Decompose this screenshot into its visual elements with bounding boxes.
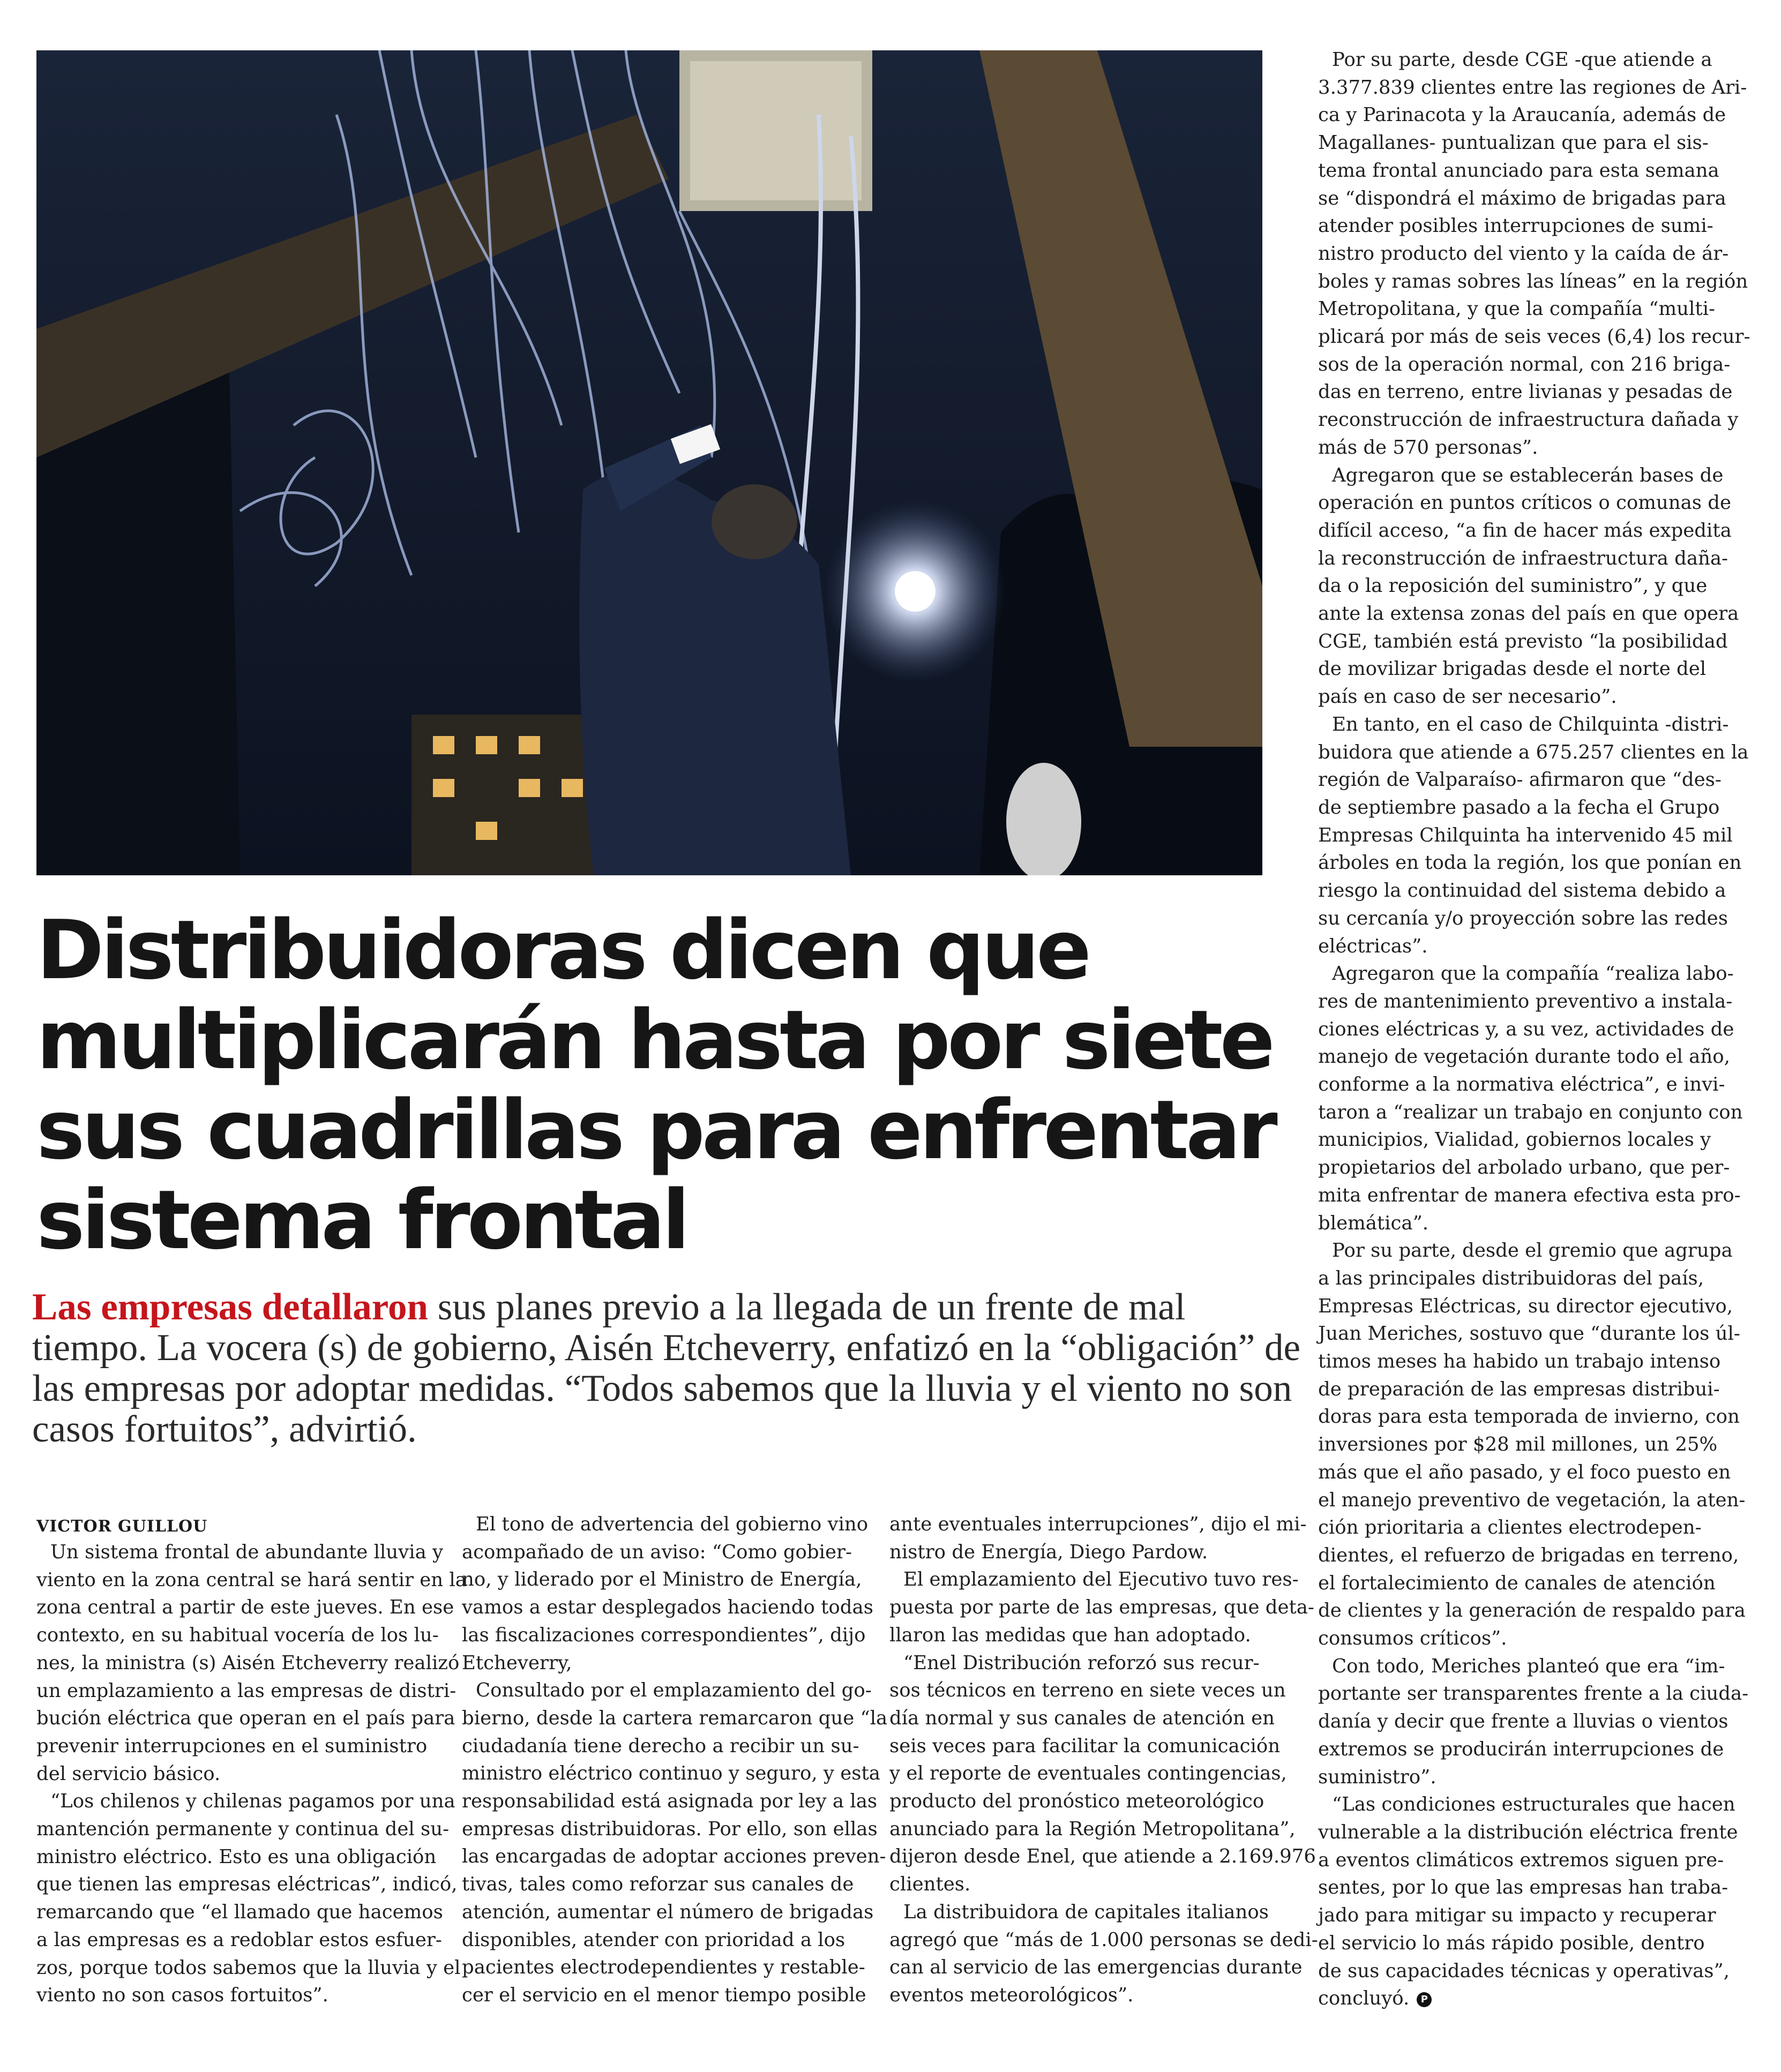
body-text-line: contexto, en su habitual vocería de los lu- — [36, 1624, 439, 1647]
body-text-line: mita enfrentar de manera efectiva esta pro- — [1318, 1184, 1741, 1206]
body-text-line: difícil acceso, “a fin de hacer más expedita — [1318, 519, 1732, 542]
dek-first-rest: sus planes previo a la llegada de un frente de mal — [428, 1286, 1186, 1328]
body-text-line: da o la reposición del suministro”, y que — [1318, 575, 1708, 597]
body-text-line: suministro”. — [1318, 1766, 1436, 1788]
body-text-line: a las empresas es a redoblar estos esfuer- — [36, 1928, 442, 1951]
body-text-line: conforme a la normativa eléctrica”, e invi- — [1318, 1073, 1725, 1096]
body-text-line: municipios, Vialidad, gobiernos locales y — [1318, 1129, 1711, 1151]
body-text-line: seis veces para facilitar la comunicación — [889, 1735, 1281, 1757]
body-text-line: vulnerable a la distribución eléctrica frente — [1318, 1821, 1738, 1843]
body-text-line: zona central a partir de este jueves. En ese — [36, 1596, 454, 1619]
body-text-line: a eventos climáticos extremos siguen pre- — [1318, 1849, 1724, 1871]
body-text-line: ciones eléctricas y, a su vez, actividades de — [1318, 1018, 1734, 1040]
body-text-line: el servicio lo más rápido posible, dentro — [1318, 1932, 1705, 1954]
dek-lead: Las empresas detallaron — [32, 1286, 428, 1328]
body-text-line: viento en la zona central se hará sentir en la — [36, 1568, 467, 1591]
body-text-line: Agregaron que la compañía “realiza labo- — [1332, 963, 1734, 985]
body-text-line: jado para mitigar su impacto y recuperar — [1318, 1904, 1716, 1927]
body-text-line: anunciado para la Región Metropolitana”, — [889, 1818, 1296, 1840]
article-column-1 — [36, 1538, 467, 2009]
body-text-line: Un sistema frontal de abundante lluvia y — [50, 1541, 444, 1563]
body-text-line: cer el servicio en el menor tiempo posible — [462, 1984, 866, 2006]
body-text-line: y el reporte de eventuales contingencias, — [889, 1762, 1287, 1785]
headline-line: sus cuadrillas para enfrentar — [36, 1083, 1275, 1177]
body-text-line: Por su parte, desde CGE -que atiende a — [1332, 49, 1712, 71]
body-text-line: disponibles, atender con prioridad a los — [462, 1928, 845, 1951]
body-text-line: “Enel Distribución reforzó sus recur- — [903, 1651, 1260, 1674]
body-text-line: portante ser transparentes frente a la ciuda- — [1318, 1683, 1749, 1705]
dek-line: tiempo. La vocera (s) de gobierno, Aisén Etcheverry, enfatizó en la “obligación” de — [32, 1327, 1300, 1369]
body-text-line: ministro eléctrico continuo y seguro, y esta — [462, 1762, 880, 1785]
body-text-line: llaron las medidas que han adoptado. — [889, 1624, 1251, 1646]
body-text-line: boles y ramas sobres las líneas” en la región — [1318, 270, 1748, 292]
body-text-line: vamos a estar desplegados haciendo todas — [462, 1596, 873, 1619]
article-column-3 — [889, 1511, 1318, 2009]
body-text-line: Metropolitana, y que la compañía “multi- — [1318, 298, 1715, 320]
body-text-line: árboles en toda la región, los que ponían en — [1318, 852, 1742, 874]
body-text-line: 3.377.839 clientes entre las regiones de Ari- — [1318, 76, 1747, 99]
article-column-2 — [462, 1511, 887, 2009]
body-text-line: Empresas Chilquinta ha intervenido 45 mil — [1318, 824, 1733, 846]
body-text-line: propietarios del arbolado urbano, que per- — [1318, 1157, 1730, 1179]
body-text-line: Con todo, Meriches planteó que era “im- — [1332, 1655, 1725, 1677]
body-text-line: se “dispondrá el máximo de brigadas para — [1318, 187, 1726, 209]
body-text-line: la reconstrucción de infraestructura daña- — [1318, 547, 1728, 569]
body-text-line: de movilizar brigadas desde el norte del — [1318, 658, 1707, 680]
body-text-line: En tanto, en el caso de Chilquinta -distri- — [1332, 713, 1729, 735]
body-text-line: más que el año pasado, y el foco puesto en — [1318, 1461, 1731, 1483]
body-text-line: no, y liderado por el Ministro de Energía, — [462, 1568, 862, 1591]
byline: VICTOR GUILLOU — [36, 1517, 208, 1536]
body-text-line: tivas, tales como reforzar sus canales de — [462, 1873, 854, 1896]
body-text-line: Etcheverry, — [462, 1651, 572, 1674]
body-text-line: eventos meteorológicos”. — [889, 1984, 1134, 2006]
body-text-line: ca y Parinacota y la Araucanía, además de — [1318, 104, 1726, 126]
body-text-line: zos, porque todos sabemos que la lluvia y el — [36, 1956, 461, 1979]
body-text-line: ción prioritaria a clientes electrodepen- — [1318, 1517, 1702, 1539]
body-text-line: res de mantenimiento preventivo a instala- — [1318, 990, 1733, 1012]
body-text-line: ante la extensa zonas del país en que opera — [1318, 603, 1739, 625]
body-text-line: “Las condiciones estructurales que hacen — [1332, 1793, 1735, 1816]
article-column-4 — [1318, 46, 1750, 2013]
body-text-line: prevenir interrupciones en el suministro — [36, 1735, 428, 1757]
body-text-line: un emplazamiento a las empresas de distri- — [36, 1679, 457, 1702]
headline-line: sistema frontal — [36, 1173, 687, 1267]
headline-line: Distribuidoras dicen que — [36, 903, 1089, 997]
headline — [36, 903, 1275, 1267]
body-text-line: inversiones por $28 mil millones, un 25% — [1318, 1433, 1718, 1456]
body-text-line: viento no son casos fortuitos”. — [36, 1984, 328, 2007]
body-text-line: del servicio básico. — [36, 1762, 221, 1785]
body-text-line: nistro de Energía, Diego Pardow. — [889, 1541, 1208, 1563]
body-text-line: La distribuidora de capitales italianos — [903, 1901, 1269, 1923]
body-text-line: can al servicio de las emergencias durante — [889, 1956, 1303, 1979]
body-text-line: El emplazamiento del Ejecutivo tuvo res- — [903, 1568, 1299, 1591]
body-text-line: sos de la operación normal, con 216 briga- — [1318, 353, 1731, 376]
body-text-line: buidora que atiende a 675.257 clientes en la — [1318, 741, 1749, 763]
body-text-line: puesta por parte de las empresas, que deta- — [889, 1596, 1314, 1619]
body-text-line: sos técnicos en terreno en siete veces un — [889, 1679, 1286, 1702]
body-text-line: eléctricas”. — [1318, 935, 1428, 957]
body-text-line: de sus capacidades técnicas y operativas”, — [1318, 1960, 1730, 1982]
body-text-line: agregó que “más de 1.000 personas se dedi- — [889, 1928, 1318, 1951]
body-text-line: atención, aumentar el número de brigadas — [462, 1901, 874, 1923]
body-text-line: timos meses ha habido un trabajo intenso — [1318, 1350, 1721, 1373]
body-text-line: Empresas Eléctricas, su director ejecutivo, — [1318, 1295, 1733, 1317]
body-text-line: de septiembre pasado a la fecha el Grupo — [1318, 796, 1720, 819]
body-text-line: sentes, por lo que las empresas han traba- — [1318, 1876, 1728, 1899]
body-text-line: CGE, también está previsto “la posibilidad — [1318, 630, 1728, 652]
body-text-line: región de Valparaíso- afirmaron que “des- — [1318, 769, 1722, 791]
body-text-line: danía y decir que frente a lluvias o vientos — [1318, 1710, 1728, 1733]
body-text-line: Consultado por el emplazamiento del go- — [476, 1679, 872, 1702]
body-text-line: doras para esta temporada de invierno, con — [1318, 1406, 1740, 1428]
body-text-line: manejo de vegetación durante todo el año, — [1318, 1046, 1730, 1068]
night-utility-worker-photo — [36, 50, 1262, 875]
body-text-line: tema frontal anunciado para esta semana — [1318, 159, 1719, 182]
body-text-line: bución eléctrica que operan en el país para — [36, 1707, 455, 1730]
body-text-line: das en terreno, entre livianas y pesadas de — [1318, 381, 1733, 403]
body-text-line: blemática”. — [1318, 1212, 1429, 1234]
body-text-line: dientes, el refuerzo de brigadas en terreno, — [1318, 1544, 1739, 1566]
body-text-line: día normal y sus canales de atención en — [889, 1707, 1275, 1729]
body-text-line: responsabilidad está asignada por ley a las — [462, 1790, 878, 1813]
body-text-line: riesgo la continuidad del sistema debido a — [1318, 880, 1726, 902]
body-text-line: Juan Meriches, sostuvo que “durante los úl- — [1318, 1323, 1740, 1345]
body-text-line: el manejo preventivo de vegetación, la aten- — [1318, 1489, 1746, 1511]
body-text-line: Magallanes- puntualizan que para el sis- — [1318, 132, 1709, 154]
body-text-line: de clientes y la generación de respaldo para — [1318, 1600, 1746, 1622]
body-text-line: reconstrucción de infraestructura dañada y — [1318, 409, 1739, 431]
body-text-line: su cercanía y/o proyección sobre las redes — [1318, 907, 1728, 929]
body-text-line: taron a “realizar un trabajo en conjunto con — [1318, 1101, 1743, 1123]
body-text-line: país en caso de ser necesario”. — [1318, 686, 1617, 708]
body-text-line: “Los chilenos y chilenas pagamos por una — [50, 1790, 455, 1813]
article-photo — [36, 50, 1262, 875]
end-mark-icon: P — [1417, 1992, 1432, 2007]
body-text-line: producto del pronóstico meteorológico — [889, 1790, 1264, 1813]
body-text-line: mantención permanente y continua del su- — [36, 1818, 450, 1841]
body-text-line: ante eventuales interrupciones”, dijo el mi- — [889, 1513, 1307, 1535]
body-text-line: operación en puntos críticos o comunas de — [1318, 492, 1732, 514]
body-text-line: bierno, desde la cartera remarcaron que “la — [462, 1707, 888, 1729]
body-text-line: El tono de advertencia del gobierno vino — [476, 1513, 869, 1535]
body-text-line: empresas distribuidoras. Por ello, son ellas — [462, 1818, 878, 1840]
body-text-line: el fortalecimiento de canales de atención — [1318, 1572, 1716, 1594]
body-text-line: concluyó. P — [1318, 1985, 1750, 2013]
body-text-line: dijeron desde Enel, que atiende a 2.169.976 — [889, 1845, 1316, 1868]
dek — [32, 1286, 1300, 1450]
body-text-line: remarcando que “el llamado que hacemos — [36, 1901, 443, 1924]
body-text-line: nistro producto del viento y la caída de ár- — [1318, 242, 1729, 265]
headline-line: multiplicarán hasta por siete — [36, 993, 1272, 1087]
body-text-line: atender posibles interrupciones de sumi- — [1318, 215, 1713, 237]
dek-line: las empresas por adoptar medidas. “Todos sabemos que la lluvia y el viento no son — [32, 1368, 1292, 1409]
body-text-line: de preparación de las empresas distribui- — [1318, 1378, 1720, 1400]
body-text-line: plicará por más de seis veces (6,4) los recur- — [1318, 326, 1750, 348]
body-text-line: extremos se producirán interrupciones de — [1318, 1738, 1724, 1760]
body-text-line: consumos críticos”. — [1318, 1627, 1507, 1650]
body-text-line: a las principales distribuidoras del país, — [1318, 1267, 1704, 1289]
body-text-line: más de 570 personas”. — [1318, 436, 1538, 459]
body-text-line: Agregaron que se establecerán bases de — [1332, 464, 1724, 486]
body-text-line: las encargadas de adoptar acciones preven- — [462, 1845, 886, 1868]
body-text-line: las fiscalizaciones correspondientes”, dijo — [462, 1624, 866, 1646]
body-text-line: acompañado de un aviso: “Como gobier- — [462, 1541, 852, 1563]
body-text-line: pacientes electrodependientes y restable- — [462, 1956, 865, 1979]
dek-line: casos fortuitos”, advirtió. — [32, 1408, 417, 1450]
body-text-line: Por su parte, desde el gremio que agrupa — [1332, 1240, 1733, 1262]
body-text-line: ministro eléctrico. Esto es una obligación — [36, 1845, 437, 1868]
dek-line — [32, 1287, 1281, 1327]
body-text-line: que tienen las empresas eléctricas”, indicó, — [36, 1873, 458, 1896]
body-text-line: clientes. — [889, 1873, 971, 1896]
body-text-line: nes, la ministra (s) Aisén Etcheverry realizó — [36, 1651, 460, 1674]
body-text-line: ciudadanía tiene derecho a recibir un su- — [462, 1735, 859, 1757]
